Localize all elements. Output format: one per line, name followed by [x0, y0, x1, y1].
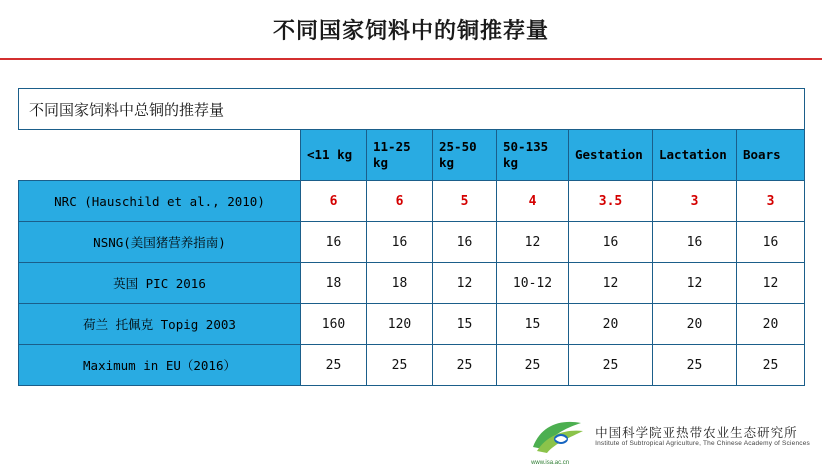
logo-name-cn: 中国科学院亚热带农业生态研究所: [595, 425, 798, 441]
logo-name-en: Institute of Subtropical Agriculture, The Chinese Academy of Sciences: [595, 440, 810, 448]
cell-eu-lactation: 25: [653, 345, 737, 386]
header-corner-cell: [19, 130, 301, 181]
cell-nsng-lactation: 16: [653, 222, 737, 263]
logo-text: [595, 426, 810, 448]
logo-url: www.isa.ac.cn: [531, 460, 570, 466]
cell-nrc-lactation: 3: [653, 181, 737, 222]
cell-eu-50-135kg: 25: [497, 345, 569, 386]
cell-pic-boars: 12: [737, 263, 805, 304]
cell-topig-lactation: 20: [653, 304, 737, 345]
cell-topig-50-135kg: 15: [497, 304, 569, 345]
cell-eu-25-50kg: 25: [433, 345, 497, 386]
column-header-boars: Boars: [737, 130, 805, 181]
cell-eu-lt11kg: 25: [301, 345, 367, 386]
cell-nsng-boars: 16: [737, 222, 805, 263]
table-header-row: [19, 130, 805, 181]
page-title: 不同国家饲料中的铜推荐量: [272, 19, 549, 44]
column-header-25-50kg: 25-50 kg: [433, 130, 497, 181]
cell-topig-lt11kg: 160: [301, 304, 367, 345]
cell-eu-gestation: 25: [569, 345, 653, 386]
table-row: [19, 181, 805, 222]
column-header-lactation: Lactation: [653, 130, 737, 181]
column-header-11-25kg: 11-25 kg: [367, 130, 433, 181]
cell-eu-11-25kg: 25: [367, 345, 433, 386]
row-label-topig: 荷兰 托佩克 Topig 2003: [19, 304, 301, 345]
table-row: [19, 304, 805, 345]
cell-topig-25-50kg: 15: [433, 304, 497, 345]
cell-nrc-lt11kg: 6: [301, 181, 367, 222]
table-row: [19, 263, 805, 304]
row-label-pic: 英国 PIC 2016: [19, 263, 301, 304]
cell-topig-gestation: 20: [569, 304, 653, 345]
row-label-nrc: NRC (Hauschild et al., 2010): [19, 181, 301, 222]
table-caption: 不同国家饲料中总铜的推荐量: [19, 89, 805, 130]
cell-nrc-50-135kg: 4: [497, 181, 569, 222]
cell-nrc-11-25kg: 6: [367, 181, 433, 222]
cell-topig-11-25kg: 120: [367, 304, 433, 345]
cell-pic-50-135kg: 10-12: [497, 263, 569, 304]
column-header-lt11kg: <11 kg: [301, 130, 367, 181]
cell-nsng-50-135kg: 12: [497, 222, 569, 263]
cell-pic-11-25kg: 18: [367, 263, 433, 304]
copper-recommendation-table: [18, 88, 805, 386]
cell-nrc-boars: 3: [737, 181, 805, 222]
cell-pic-lt11kg: 18: [301, 263, 367, 304]
cell-pic-lactation: 12: [653, 263, 737, 304]
title-divider: [0, 58, 822, 60]
column-header-50-135kg: 50-135 kg: [497, 130, 569, 181]
table-caption-row: [19, 89, 805, 130]
table-row: [19, 222, 805, 263]
row-label-eu-max: Maximum in EU（2016）: [19, 345, 301, 386]
cell-pic-gestation: 12: [569, 263, 653, 304]
recommendation-table-container: [18, 88, 804, 386]
cell-pic-25-50kg: 12: [433, 263, 497, 304]
cell-eu-boars: 25: [737, 345, 805, 386]
cell-nsng-gestation: 16: [569, 222, 653, 263]
row-label-nsng: NSNG(美国猪营养指南): [19, 222, 301, 263]
column-header-gestation: Gestation: [569, 130, 653, 181]
institute-logo: [531, 417, 810, 466]
cell-topig-boars: 20: [737, 304, 805, 345]
logo-mark-icon: [531, 417, 587, 466]
cell-nsng-11-25kg: 16: [367, 222, 433, 263]
table-row: [19, 345, 805, 386]
cell-nrc-25-50kg: 5: [433, 181, 497, 222]
cell-nrc-gestation: 3.5: [569, 181, 653, 222]
cell-nsng-lt11kg: 16: [301, 222, 367, 263]
cell-nsng-25-50kg: 16: [433, 222, 497, 263]
